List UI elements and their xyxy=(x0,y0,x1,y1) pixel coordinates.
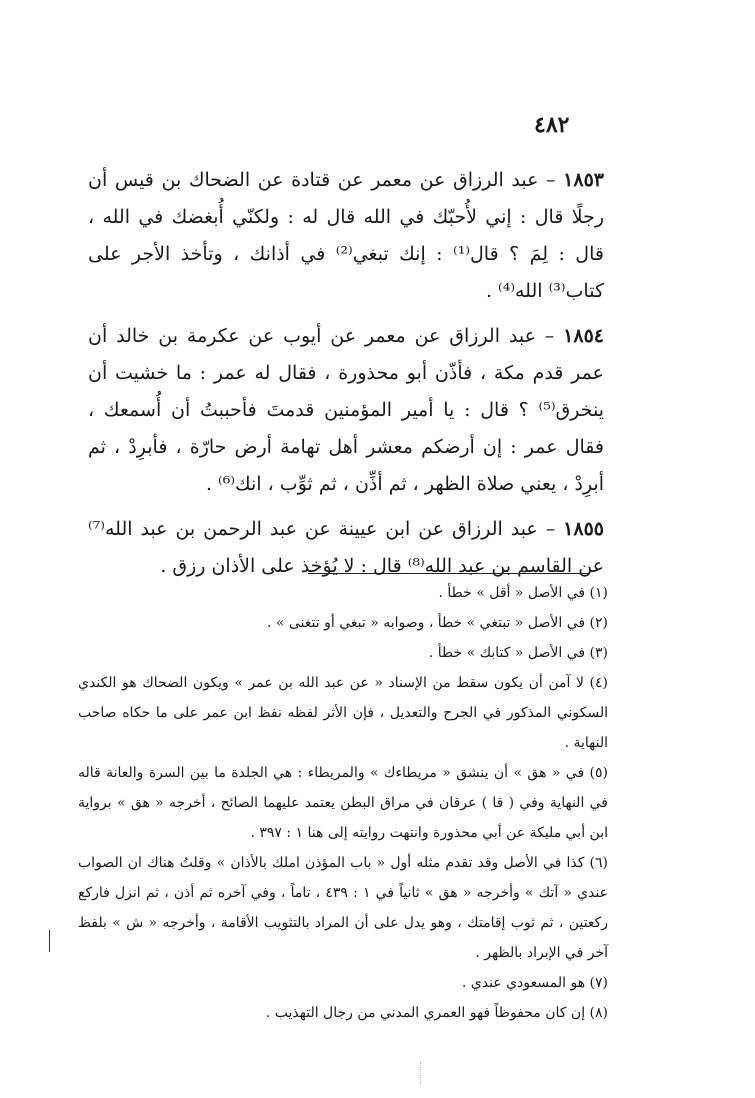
hadith-number: ١٨٥٤ xyxy=(563,325,604,347)
footnote-8: (٨) إن كان محفوظاً فهو العمري المدني من رجال التهذيب . xyxy=(265,1005,608,1021)
scan-artifact xyxy=(420,1062,423,1084)
footnote-5: (٥) في « هق » أن ينشق « مريطاءك » والمريطاء : هي الجلدة ما بين السرة والعانة قاله في النهاية وفي ( قا ) عرقان في مراق البطن يعتمد عليهما الصائح ، أخرجه « هق » برواية ابن أبي مليكة عن أبي محذورة وانتهت روايته إلى هنا ١ : ٣٩٧ . xyxy=(78,765,608,841)
footnote-divider xyxy=(308,573,590,574)
hadith-text: – عبد الرزاق عن معمر عن قتادة عن الضحاك بن قيس أن رجلًا قال : إني لأُحبّك في الله قال له : ولكنّي أُبغضك في الله ، قال : لِمَ ؟ قال⁽¹⁾ : إنك تبغي⁽²⁾ في أذانك ، وتأخذ الأجر على كتاب⁽³⁾ الله⁽⁴⁾ . xyxy=(88,169,604,302)
footnote-1: (١) في الأصل « أقل » خطأ . xyxy=(438,585,608,601)
margin-mark xyxy=(49,930,50,952)
footnotes xyxy=(78,578,608,1028)
footnote-3: (٣) في الأصل « كتابك » خطأ . xyxy=(428,645,608,661)
hadith-number: ١٨٥٣ xyxy=(563,169,604,191)
footnote-6: (٦) كذا في الأصل وقد تقدم مثله أول « باب المؤذن املك بالأذان » وقلتُ هناك ان الصواب عندي « آتك » وأخرجه « هق » ثانياً في ١ : ٤٣٩ ، تاماً ، وفي آخره ثم أذن ، ثم انزل فاركع ركعتين ، ثم ثوب إقامتك ، وهو يدل على أن المراد بالتثويب الأقامة ، وأخرجه « ش » بلفظ آخر في الإبراد بالظهر . xyxy=(78,855,608,961)
hadith-text: – عبد الرزاق عن ابن عيينة عن عبد الرحمن بن عبد الله⁽⁷⁾ عن القاسم بن عبد الله⁽⁸⁾ قال : لا يُؤخذ على الأذان رزق . xyxy=(88,518,604,577)
footnote-7: (٧) هو المسعودي عندي . xyxy=(461,975,608,991)
main-text xyxy=(88,162,604,593)
hadith-1853 xyxy=(88,162,604,310)
footnote-4: (٤) لا آمن أن يكون سقط من الإسناد « عن عبد الله بن عمر » ويكون الضحاك هو الكندي السكوني المذكور في الجرح والتعديل ، فإن الأثر لفظه نفظ ابن عمر على ما حكاه صاحب النهاية . xyxy=(78,675,608,751)
hadith-text: – عبد الرزاق عن معمر عن أيوب عن عكرمة بن خالد أن عمر قدم مكة ، فأذّن أبو محذورة ، فقال له عمر : ما خشيت أن ينخرق⁽⁵⁾ ؟ قال : يا أمير المؤمنين قدمتَ فأحببتُ أن أُسمعك ، فقال عمر : إن أرضكم معشر أهل تهامة أرض حارّة ، فأبرِدْ ، ثم أبرِدْ ، يعني صلاة الظهر ، ثم أذِّن ، ثم ثوِّب ، انك⁽⁶⁾ . xyxy=(88,325,604,495)
footnote-2: (٢) في الأصل « تبتغي » خطأ ، وصوابه « تبغي أو تتغنى » . xyxy=(266,615,608,631)
hadith-number: ١٨٥٥ xyxy=(563,518,604,540)
hadith-1854 xyxy=(88,318,604,503)
page-number: ٤٨٢ xyxy=(534,112,570,138)
